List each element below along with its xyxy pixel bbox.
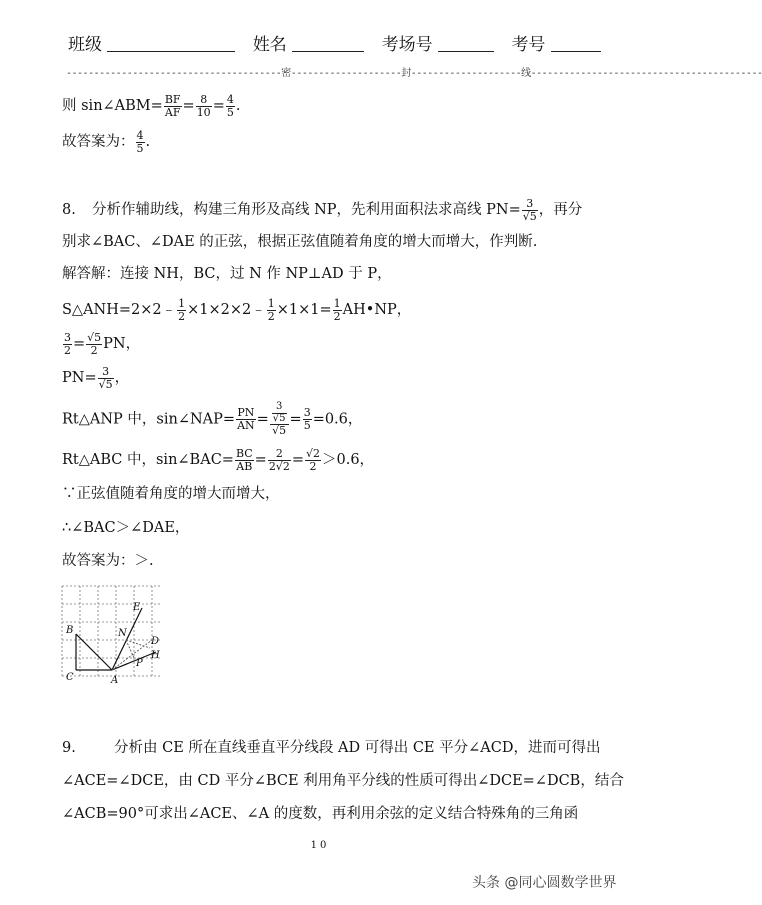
half-fraction-3: $\frac{1}{2}$ (333, 297, 341, 323)
fraction-bf-af: $\frac{BF}{AF}$ (164, 93, 181, 119)
label-b: B (66, 625, 74, 636)
fraction-4-5: $\frac{4}{5}$ (226, 93, 234, 119)
sin-abm-line: 则 sin∠ABM= $\frac{BF}{AF}$ = $\frac{8}{10}$ = $\frac{4}{5}$ . (62, 93, 241, 119)
name-label: 姓名 (252, 35, 287, 55)
point-labels (65, 602, 160, 686)
half-fraction-1: $\frac{1}{2}$ (178, 297, 186, 323)
pn-equation-2: PN= $\frac{3}{√5}$ ， (62, 365, 130, 391)
half-fraction-2: $\frac{1}{2}$ (267, 297, 275, 323)
label-c: C (66, 672, 74, 683)
q9-line2: ∠ACE=∠DCE，由 CD 平分∠BCE 利用角平分线的性质可得出∠DCE=∠DCB，结合 (62, 773, 624, 789)
q8-analysis-line2: 别求∠BAC、∠DAE 的正弦，根据正弦值随着角度的增大而增大，作判断. (62, 234, 538, 250)
q8-solution-line: 解答解：连接 NH，BC，过 N 作 NP⊥AD 于 P， (62, 266, 392, 282)
sin-bac-equation: Rt△ABC 中，sin∠BAC= $\frac{BC}{AB}$ = $\frac{2}{2√2}$ = $\frac{√2}{2}$ ＞0.6， (62, 447, 375, 473)
pn-equation-1: $\frac{3}{2}$ = $\frac{√5}{2}$ PN， (64, 331, 141, 357)
grid-lines (62, 586, 162, 676)
class-field (107, 35, 235, 52)
answer-7-prefix: 故答案为： (62, 134, 135, 151)
room-field (438, 35, 494, 52)
q8-number: 8. (62, 202, 76, 219)
sin-nap-equation: Rt△ANP 中，sin∠NAP= $\frac{PN}{AN}$ = $\frac{\frac{3}{√5}}{√5}$ = $\frac{3}{5}$ =0.6， (62, 401, 363, 437)
answer-7-line: 故答案为： $\frac{4}{5}$ . (62, 129, 151, 155)
fraction-8-10: $\frac{8}{10}$ (196, 93, 211, 119)
q9-line1: 9. 分析由 CE 所在直线垂直平分线段 AD 可得出 CE 平分∠ACD，进而可得出 (62, 740, 601, 756)
q9-number: 9. (62, 740, 76, 756)
answer-7-fraction: $\frac{4}{5}$ (136, 129, 144, 155)
label-d: D (151, 636, 160, 647)
therefore-line: ∴∠BAC＞∠DAE， (62, 520, 190, 536)
area-equation: S△ANH=2×2﹣ $\frac{1}{2}$ ×1×2×2﹣ $\frac{1}{2}$ ×1×1= $\frac{1}{2}$ AH•NP， (62, 297, 412, 323)
sin-abm-prefix: 则 sin∠ABM= (62, 98, 163, 115)
seal-line: ---------------------------------------密--------------------封--------------------线------------------------------------------ (66, 68, 762, 79)
class-label: 班级 (68, 35, 102, 55)
number-field (551, 35, 601, 52)
page-number: 10 (310, 840, 330, 851)
label-h: H (151, 650, 160, 661)
answer-8-line: 故答案为：＞. (62, 553, 154, 569)
segment-ad (112, 640, 152, 670)
label-a: A (111, 675, 119, 686)
name-field (292, 35, 364, 52)
label-p: P (136, 658, 143, 669)
because-line: ∵正弦值随着角度的增大而增大， (62, 486, 280, 502)
grid-diagram (58, 582, 166, 690)
label-n: N (118, 628, 127, 639)
number-label: 考号 (511, 35, 546, 55)
watermark: 头条 @同心圆数学世界 (472, 875, 617, 891)
q9-line3: ∠ACB=90°可求出∠ACE、∠A 的度数，再利用余弦的定义结合特殊角的三角函 (62, 806, 579, 822)
label-e: E (133, 602, 141, 613)
q8-analysis-line1: 8. 分析作辅助线，构建三角形及高线 NP，先利用面积法求高线 PN= $\frac{3}{√5}$ ，再分 (62, 197, 583, 223)
pn-fraction: $\frac{3}{√5}$ (522, 197, 537, 223)
auxiliary-lines (112, 640, 152, 670)
room-label: 考场号 (381, 35, 433, 55)
segment-ba (76, 634, 112, 670)
compound-fraction: $\frac{\frac{3}{√5}}{√5}$ (270, 402, 289, 437)
exam-header (68, 30, 613, 55)
